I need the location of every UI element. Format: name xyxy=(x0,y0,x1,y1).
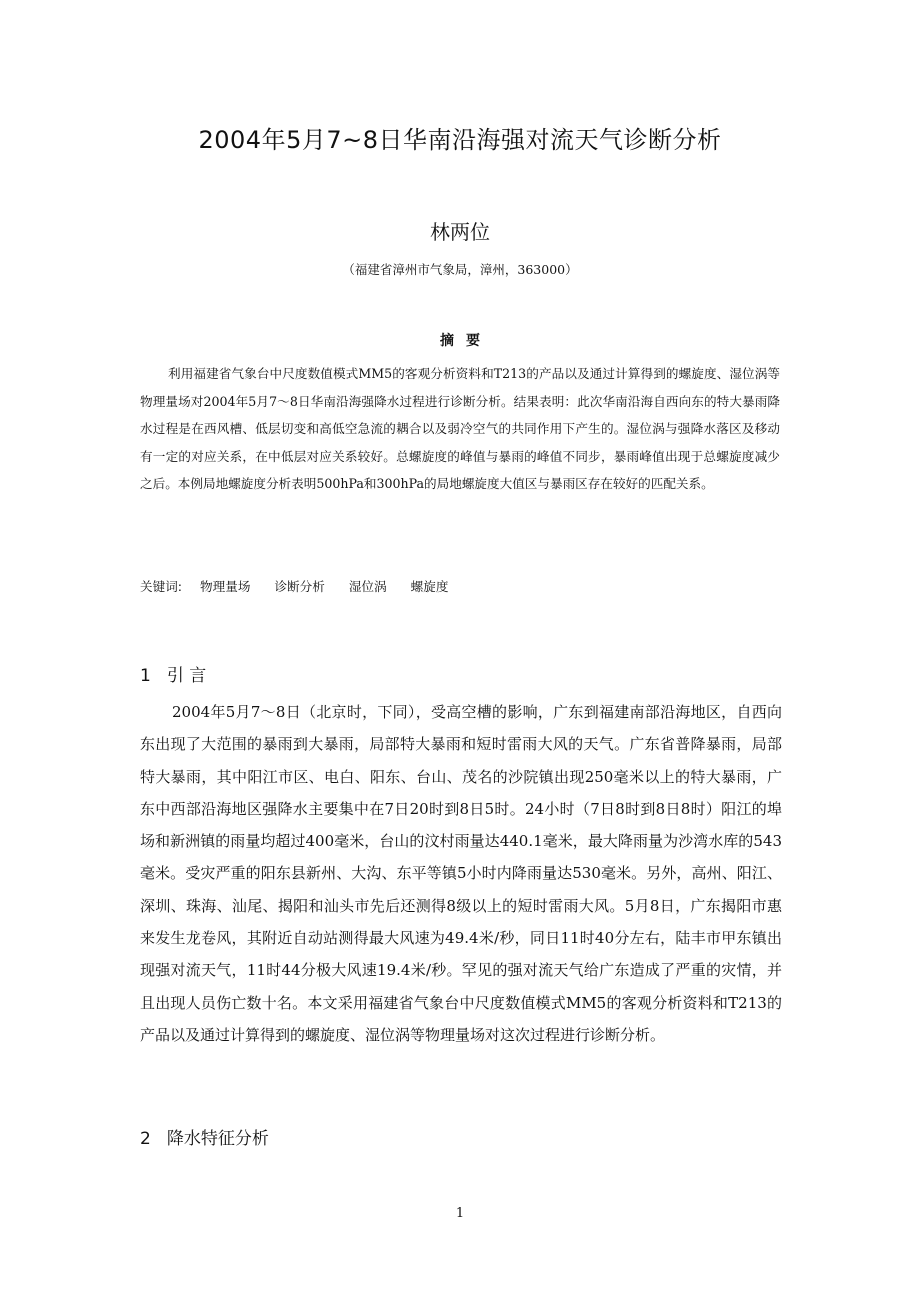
section-title: 引 言 xyxy=(166,666,207,686)
section-heading-introduction xyxy=(140,661,206,686)
section-number: 2 xyxy=(140,1129,151,1149)
page-number: 1 xyxy=(455,1206,465,1221)
author-name: 林两位 xyxy=(430,220,490,244)
keyword: 诊断分析 xyxy=(274,579,325,594)
keyword: 物理量场 xyxy=(200,579,251,594)
paper-title: 2004年5月7~8日华南沿海强对流天气诊断分析 xyxy=(198,126,722,154)
section-heading-precipitation xyxy=(140,1124,269,1149)
abstract-heading: 摘要 xyxy=(440,333,492,349)
author-affiliation: （福建省漳州市气象局，漳州，363000） xyxy=(342,262,578,277)
abstract-text: 利用福建省气象台中尺度数值模式MM5的客观分析资料和T213的产品以及通过计算得到的螺旋度、湿位涡等物理量场对2004年5月7～8日华南沿海强降水过程进行诊断分析。结果表明：此次华南沿海自西向东的特大暴雨降水过程是在西风槽、低层切变和高低空急流的耦合以及弱冷空气的共同作用下产生的。湿位涡与强降水落区及移动有一定的对应关系，在中低层对应关系较好。总螺旋度的峰值与暴雨的峰值不同步，暴雨峰值出现于总螺旋度减少之后。本例局地螺旋度分析表明500hPa和300hPa的局地螺旋度大值区与暴雨区存在较好的匹配关系。 xyxy=(140,366,780,491)
introduction-body: 2004年5月7～8日（北京时，下同），受高空槽的影响，广东到福建南部沿海地区，自西向东出现了大范围的暴雨到大暴雨，局部特大暴雨和短时雷雨大风的天气。广东省普降暴雨，局部特大暴雨，其中阳江市区、电白、阳东、台山、茂名的沙院镇出现250毫米以上的特大暴雨，广东中西部沿海地区强降水主要集中在7日20时到8日5时。24小时（7日8时到8日8时）阳江的埠场和新洲镇的雨量均超过400毫米，台山的汶村雨量达440.1毫米，最大降雨量为沙湾水库的543毫米。受灾严重的阳东县新州、大沟、东平等镇5小时内降雨量达530毫米。另外，高州、阳江、深圳、珠海、汕尾、揭阳和汕头市先后还测得8级以上的短时雷雨大风。5月8日，广东揭阳市惠来发生龙卷风，其附近自动站测得最大风速为49.4米/秒，同日11时40分左右，陆丰市甲东镇出现强对流天气，11时44分极大风速19.4米/秒。罕见的强对流天气给广东造成了严重的灾情，并且出现人员伤亡数十名。本文采用福建省气象台中尺度数值模式MM5的客观分析资料和T213的产品以及通过计算得到的螺旋度、湿位涡等物理量场对这次过程进行诊断分析。 xyxy=(140,703,782,1044)
section-number: 1 xyxy=(140,666,151,686)
section-title: 降水特征分析 xyxy=(166,1129,269,1149)
keywords-line xyxy=(140,576,780,595)
keyword: 螺旋度 xyxy=(410,579,449,594)
keyword: 湿位涡 xyxy=(348,579,387,594)
keywords-label: 关键词: xyxy=(140,579,183,594)
